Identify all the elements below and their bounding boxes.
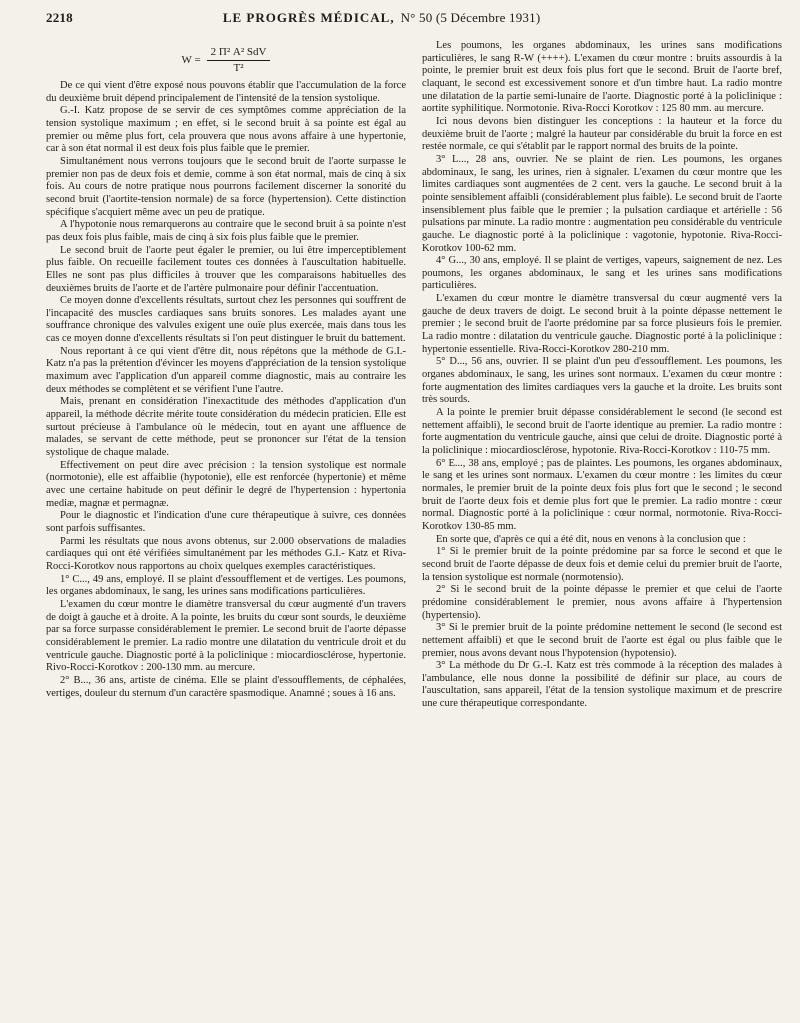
paragraph: 2° Si le second bruit de la pointe dépasse le premier et que celui de l'aorte prédomine considérablement le premier, nous avons affaire à l'hypertension (hypertensio). [422,584,782,621]
paragraph: 6° E..., 38 ans, employé ; pas de plaintes. Les poumons, les organes abdominaux, le sang et les urines sont normaux. L'examen du cœur montre : les limites du cœur normales, le premier bruit de la pointe deux fois plus fort que le second ; le second bruit de l'aorte deux fois et demie plus fort que le premier. La radio montre : cœur normal. Diagnostic porté à la policlinique : cœur normal, normotonie. Riva-Rocci-Korotkov 130-85 mm. [422,457,782,532]
paragraph: L'examen du cœur montre le diamètre transversal du cœur augmenté vers la gauche de deux travers de doigt. Le second bruit à la pointe dépasse nettement le premier ; le second bruit de l'aorte prédomine par sa force plusieurs fois le premier. La radio montre : dilatation du ventricule gauche. Diagnostic porté à la policlinique : hypertonie essentielle. Riva-Rocci-Korotkov 280-210 mm. [422,293,782,355]
paragraph: Simultanément nous verrons toujours que le second bruit de l'aorte surpasse le premier non pas de deux fois et demie, comme à son état normal, mais de cinq à six fois. Au cours de notre pratique nous pourrons facilement discerner la sonorité du second bruit (l'aortite-tension normale) de sa force (hypertension). Cette distinction spécifique s'acquiert même avec un peu de pratique. [46,155,406,218]
paragraph: Ce moyen donne d'excellents résultats, surtout chez les personnes qui souffrent de l'incapacité des muscles cardiaques sans bruits sonores. Les malades ayant une souffrance chronique des valvules exigent une ouïe plus exercée, mais dans tous les cas ce moyen donne d'excellents résultats si l'on peut distinguer le bruit du battement. [46,295,406,345]
formula-fraction [207,46,271,74]
paragraph: Parmi les résultats que nous avons obtenus, sur 2.000 observations de maladies cardiaques qui ont été vérifiées simultanément par les méthodes G.I.- Katz et Riva-Rocci-Korotkov nous rapportons au choix quelques exemples caractéristiques. [46,535,406,572]
paragraph: Mais, prenant en considération l'inexactitude des méthodes d'application d'un appareil, la méthode décrite mérite toute considération du médecin praticien. Elle est surtout précieuse à l'ambulance où le médecin, tout en ayant une affluence de malades, se servant de cette méthode, peut se prononcer sur l'état de la tension systolique de chaque malade. [46,396,406,459]
issue-info: N° 50 (5 Décembre 1931) [400,10,541,25]
paragraph: 1° Si le premier bruit de la pointe prédomine par sa force le second et que le second bruit de l'aorte dépasse de deux fois et demie celui du premier bruit de l'aorte, la tension systolique est normale (normotensio). [422,546,782,583]
journal-title: LE PROGRÈS MÉDICAL, [222,10,395,25]
formula-denominator: T² [233,61,244,74]
left-column [46,40,406,711]
paragraph: Effectivement on peut dire avec précision : la tension systolique est normale (normotonie), elle est affaiblie (hypotonie), elle est renforcée (hypertonie) et même avec une certaine habitude on peut définir le degré de l'hypertension : hypertonia mediæ, magnæ et permagnæ. [46,459,406,509]
paragraph: 3° Si le premier bruit de la pointe prédomine nettement le second (le second est nettement affaibli) et que le second bruit de l'aorte est égal ou plus faible que le premier, nous avons devant nous l'hypotension (hypotensio). [422,622,782,659]
page-number: 2218 [46,10,73,25]
paragraph: Ici nous devons bien distinguer les conceptions : la hauteur et la force du deuxième bruit de l'aorte ; malgré la hauteur par considérable du bruit la force en est restée normale, ce qui s'établit par le rapport normal des bruits de la pointe. [422,115,782,153]
right-column [422,40,782,711]
paragraph: 5° D..., 56 ans, ouvrier. Il se plaint d'un peu d'essoufflement. Les poumons, les organes abdominaux, le sang, les urines sont normaux. L'examen du cœur montre : forte augmentation des limites cardiaques vers la gauche et la droite. Les bruits sont très sourds. [422,356,782,406]
formula [46,40,406,80]
paragraph: 3° La méthode du Dr G.-I. Katz est très commode à la réception des malades à l'ambulance, elle nous donne la possibilité de définir sur place, au cours de l'auscultation, sans appareil, l'état de la tension systolique maximum et de prescrire une cure thérapeutique correspondante. [422,660,782,710]
formula-lhs: W = [181,53,201,66]
paragraph: En sorte que, d'après ce qui a été dit, nous en venons à la conclusion que : [436,533,746,545]
paragraph: Nous reportant à ce qui vient d'être dit, nous répétons que la méthode de G.I.- Katz n'a pas la prétention d'évincer les moyens d'appréciation de la tension systolique maximum avec l'application d'un appareil comme diagnostic, mais au contraire les deux méthodes se complètent et se vérifient l'une l'autre. [46,345,406,395]
paragraph: A la pointe le premier bruit dépasse considérablement le second (le second est nettement affaibli), le second bruit de l'aorte identique au premier. La radio montre : forte augmentation du ventricule gauche, ainsi que celui de droite. Diagnostic porté à la policlinique : miocardiosclérose, hypotonie. Riva-Rocci-Korotkov : 110-75 mm. [422,407,782,456]
paragraph: 4° G..., 30 ans, employé. Il se plaint de vertiges, vapeurs, saignement de nez. Les poumons, les organes abdominaux, le sang et les urines sans modifications particulières. [422,255,782,292]
paragraph: De ce qui vient d'être exposé nous pouvons établir que l'accumulation de la force du deuxième bruit dépend principalement de l'intensité de la tension systolique. [46,80,406,104]
paragraph: 3° L..., 28 ans, ouvrier. Ne se plaint de rien. Les poumons, les organes abdominaux, le sang, les urines, rien à signaler. L'examen du cœur montre que les limites cardiaques sont augmentées de 2 cent. vers la gauche. Le second bruit à la pointe sensiblement affaibli (considérablement plus faible). Le second bruit de l'aorte insensiblement plus faible que le premier ; la pulsation cardiaque et artérielle : 56 pulsations par minute. La radio montre : augmentation peu considérable du ventricule gauche. Le diagnostic porté à la policlinique : vagotonie, hypotonie. Riva-Rocci-Korotkov 100-62 mm. [422,153,782,254]
article-columns [46,40,782,711]
paragraph: Pour le diagnostic et l'indication d'une cure thérapeutique à suivre, ces données sont parfois suffisantes. [46,510,406,534]
paragraph: A l'hypotonie nous remarquerons au contraire que le second bruit à sa pointe n'est pas deux fois plus faible, mais de cinq à six fois plus faible que le premier. [46,219,406,243]
paragraph: L'examen du cœur montre le diamètre transversal du cœur augmenté d'un travers de doigt à gauche et à droite. A la pointe, les bruits du cœur sont sourds, le deuxième par sa force surpasse considérablement le premier. Le second bruit de l'aorte dépasse considérablement le premier. La radio montre une dilatation du ventricule droit et du ventricule gauche. Diagnostic porté à la policlinique : miocardiosclérose, hypertonie. Rivo-Rocci-Korotkov : 200-130 mm. au mercure. [46,598,406,674]
paragraph: Les poumons, les organes abdominaux, les urines sans modifications particulières, le sang R-W (++++). L'examen du cœur montre : bruits assourdis à la pointe, le premier bruit est deux fois plus fort que le second. Bruit de l'aorte bref, claquant, le second est excessivement sonore et d'un timbre haut. La radio montre une dilatation de la partie semi-lunaire de l'aorte. Diagnostic porté à la policlinique : aortite syphilitique. Normotonie. Riva-Rocci Korotkov : 125 80 mm. au mercure. [422,40,782,115]
formula-numerator: 2 Π² A² SdV [207,46,271,61]
paragraph: G.-I. Katz propose de se servir de ces symptômes comme appréciation de la tension systolique maximum ; en effet, si le second bruit à sa pointe est égal au premier ou même plus fort, cela prouvera que nous avons affaire à une hypertonie, car à son état normal il est deux fois plus faible que le premier. [46,105,406,155]
paragraph: 1° C..., 49 ans, employé. Il se plaint d'essoufflement et de vertiges. Les poumons, les organes abdominaux, le sang, les urines sans modifications particulières. [46,573,406,598]
page-header [46,10,780,30]
paragraph: 2° B..., 36 ans, artiste de cinéma. Elle se plaint d'essoufflements, de céphalées, vertiges, douleur du sternum d'un caractère spasmodique. Anamné ; soues à 16 ans. [46,674,406,699]
paragraph: Le second bruit de l'aorte peut égaler le premier, ou lui être imperceptiblement plus faible. On recueille facilement toutes ces données à l'auscultation habituelle. Elles ne sont pas plus difficiles à trouver que les comparaisons habituelles des deuxièmes bruits de l'aorte et de l'artère pulmonaire pour définir l'accentuation. [46,244,406,294]
